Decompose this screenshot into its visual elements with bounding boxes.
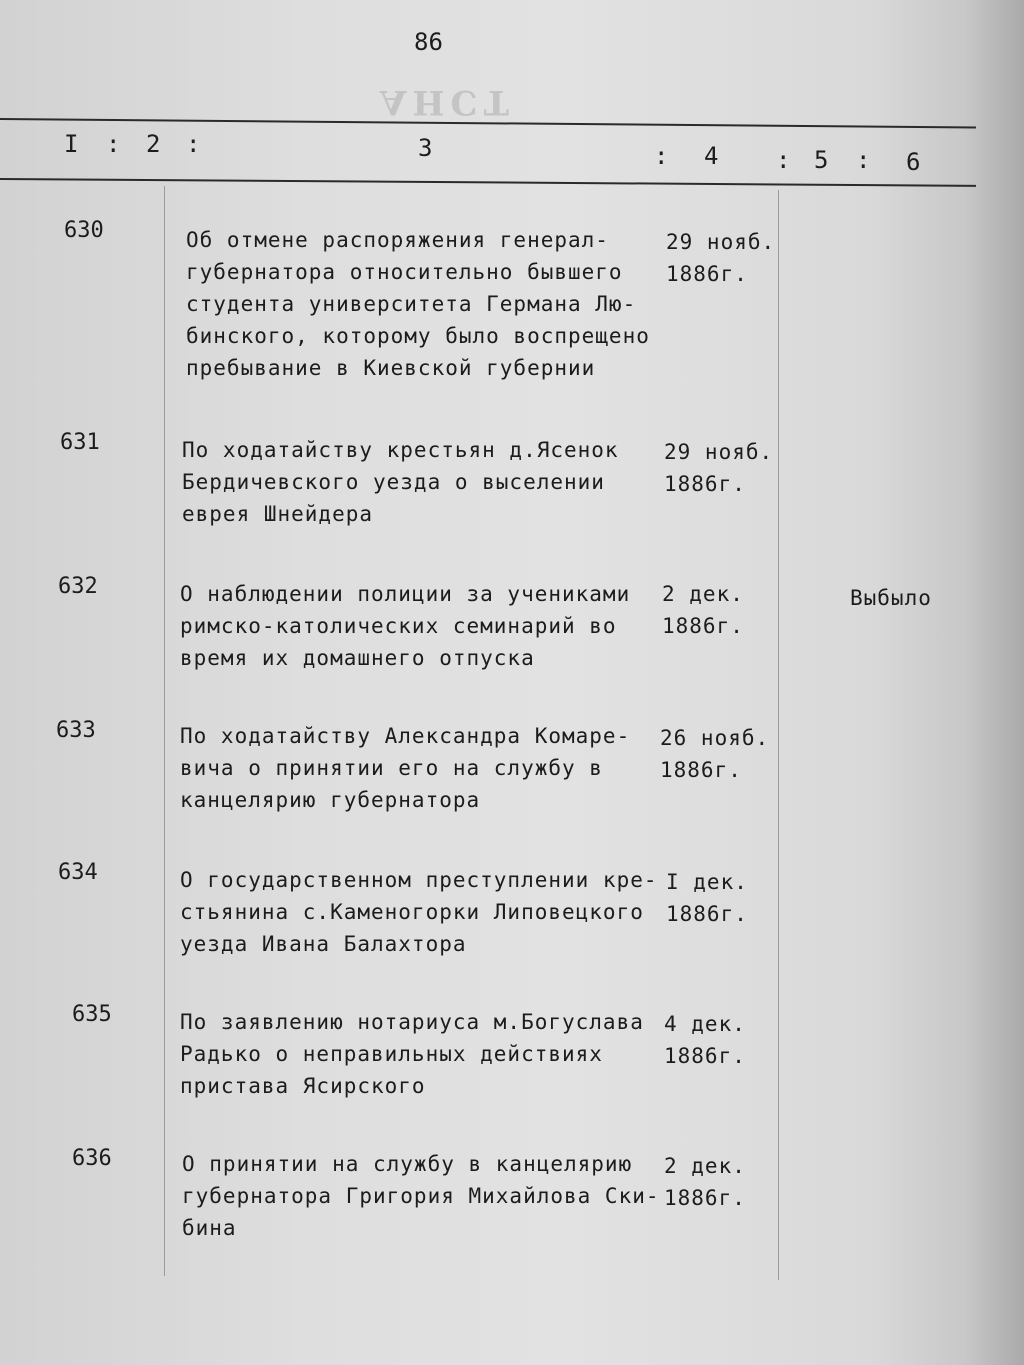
entry-description: По заявлению нотариуса м.Богуслава Радько о неправильных действиях пристава Ясирского	[180, 1010, 644, 1098]
entry-date: 2 дек. 1886г.	[662, 582, 744, 638]
entry-number: 636	[72, 1146, 112, 1171]
entry-number: 632	[58, 574, 98, 599]
col-header-sep: :	[186, 130, 201, 158]
page-number: 86	[414, 28, 443, 56]
col-header-sep: :	[776, 146, 791, 174]
page-edge-shadow	[964, 0, 1024, 1365]
column-divider	[778, 190, 779, 1280]
entry-description: О государственном преступлении кре- стьянина с.Каменогорки Липовецкого уезда Ивана Балахтора	[180, 868, 658, 956]
col-header-2: 2	[146, 130, 161, 158]
entry-description: По ходатайству Александра Комаре- вича о принятии его на службу в канцелярию губернатора	[180, 724, 631, 812]
entry-number: 631	[60, 430, 100, 455]
column-divider	[164, 186, 165, 1276]
entry-number: 630	[64, 218, 104, 243]
col-header-6: 6	[906, 148, 921, 176]
entry-date: 29 нояб. 1886г.	[664, 440, 774, 496]
entry-date: 2 дек. 1886г.	[664, 1154, 746, 1210]
entry-description: О наблюдении полиции за учениками римско-католических семинарий во время их домашнего отпуска	[180, 582, 631, 670]
entry-number: 633	[56, 718, 96, 743]
entry-description: По ходатайству крестьян д.Ясенок Бердичевского уезда о выселении еврея Шнейдера	[182, 438, 619, 526]
entry-number: 635	[72, 1002, 112, 1027]
entry-number: 634	[58, 860, 98, 885]
entry-date: 26 нояб. 1886г.	[660, 726, 770, 782]
entry-description: Об отмене распоряжения генерал- губернатора относительно бывшего студента университета Германа Лю- бинского, которому было воспрещено пребывание в Киевской губернии	[186, 228, 650, 380]
entry-date: 29 нояб. 1886г.	[666, 230, 776, 286]
col-header-4: 4	[704, 142, 719, 170]
entry-note: Выбыло	[850, 586, 932, 610]
entry-date: I дек. 1886г.	[666, 870, 748, 926]
col-header-sep: :	[654, 142, 669, 170]
col-header-sep: :	[106, 130, 121, 158]
col-header-1: I	[64, 130, 79, 158]
entry-date: 4 дек. 1886г.	[664, 1012, 746, 1068]
entry-description: О принятии на службу в канцелярию губернатора Григория Михайлова Ски- бина	[182, 1152, 660, 1240]
header-rule-bottom	[0, 178, 976, 187]
bleed-through-shadow: AHCT	[380, 82, 515, 122]
col-header-3: 3	[418, 134, 433, 162]
col-header-5: 5	[814, 146, 829, 174]
col-header-sep: :	[856, 146, 871, 174]
